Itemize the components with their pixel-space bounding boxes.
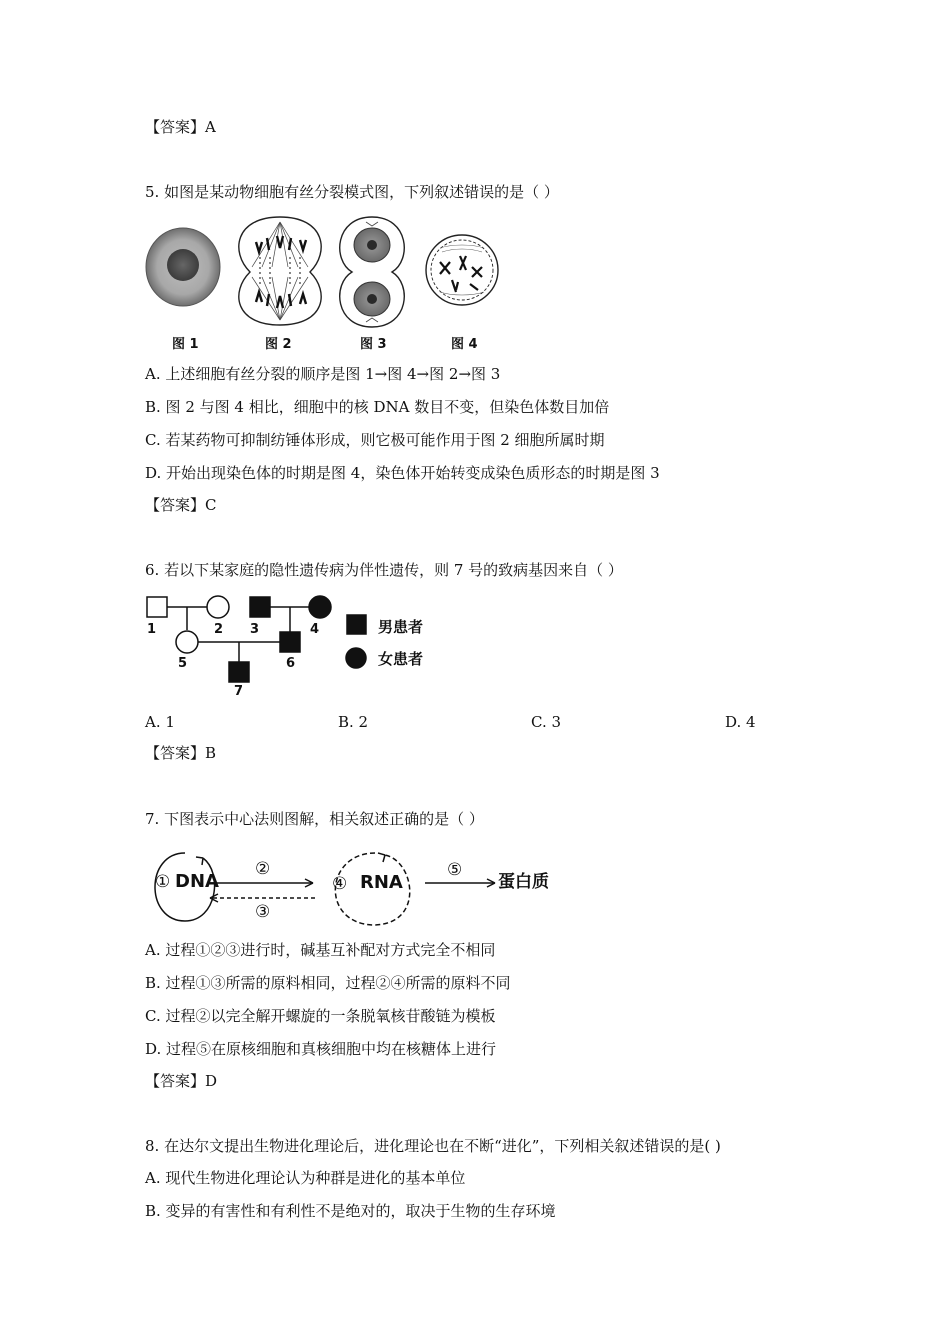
pedigree-label-2: 2 [214,622,224,637]
q7-option-d: D. 过程⑤在原核细胞和真核细胞中均在核糖体上进行 [145,1040,497,1058]
label-process-1: ① [155,872,171,892]
q5-option-c: C. 若某药物可抑制纺锤体形成，则它极可能作用于图 2 细胞所属时期 [145,431,605,449]
pedigree-chart [140,592,460,702]
label-dna: DNA [175,871,219,892]
q5-option-a: A. 上述细胞有丝分裂的顺序是图 1→图 4→图 2→图 3 [145,365,501,383]
pedigree-individual-7 [229,662,249,682]
pedigree-label-7: 7 [234,684,244,699]
pedigree-individual-6 [280,632,300,652]
q8-option-b: B. 变异的有害性和有利性不是绝对的，取决于生物的生存环境 [145,1202,556,1220]
figure-3-label: 图 3 [360,337,387,352]
figure-2-label: 图 2 [265,337,292,352]
answer-q4: 【答案】A [145,118,216,136]
pedigree-individual-3 [250,597,270,617]
q6-option-a: A. 1 [145,713,175,731]
q6-option-b: B. 2 [338,713,369,731]
answer-q5: 【答案】C [145,496,217,514]
q6-option-d: D. 4 [725,713,756,731]
figure-2-anaphase-cell [239,217,321,325]
label-process-2: ② [255,859,271,879]
figure-4-prophase-cell [426,235,498,305]
question-7-stem: 7. 下图表示中心法则图解，相关叙述正确的是（ ） [145,810,484,828]
question-8-stem: 8. 在达尔文提出生物进化理论后，进化理论也在不断“进化”，下列相关叙述错误的是( ) [145,1137,721,1155]
pedigree-individual-5 [176,631,198,653]
figure-4-label: 图 4 [451,337,478,352]
pedigree-label-5: 5 [178,656,188,671]
q7-option-b: B. 过程①③所需的原料相同，过程②④所需的原料不同 [145,974,511,992]
pedigree-individual-2 [207,596,229,618]
q8-option-a: A. 现代生物进化理论认为种群是进化的基本单位 [145,1169,466,1187]
legend-male-patient-label: 男患者 [378,618,424,636]
pedigree-individual-1 [147,597,167,617]
answer-q7: 【答案】D [145,1072,218,1090]
label-protein: 蛋白质 [498,872,549,892]
q5-option-d: D. 开始出现染色体的时期是图 4，染色体开始转变成染色质形态的时期是图 3 [145,464,660,482]
legend-female-patient-symbol [346,648,366,668]
mitosis-figure [140,212,520,342]
q5-option-b: B. 图 2 与图 4 相比，细胞中的核 DNA 数目不变，但染色体数目加倍 [145,398,610,416]
q7-option-a: A. 过程①②③进行时，碱基互补配对方式完全不相同 [145,941,496,959]
figure-3-telophase-cell [340,217,405,327]
pedigree-label-6: 6 [286,656,296,671]
label-process-5: ⑤ [447,860,463,880]
label-process-4: ④ [332,874,348,894]
legend-male-patient-symbol [347,615,366,634]
question-6-stem: 6. 若以下某家庭的隐性遗传病为伴性遗传，则 7 号的致病基因来自（ ） [145,561,623,579]
q6-option-c: C. 3 [531,713,562,731]
figure-1-interphase-cell [146,228,220,306]
question-5-stem: 5. 如图是某动物细胞有丝分裂模式图，下列叙述错误的是（ ） [145,183,559,201]
label-process-3: ③ [255,902,271,922]
pedigree-label-4: 4 [310,622,320,637]
label-rna: RNA [360,872,403,893]
pedigree-label-1: 1 [147,622,157,637]
pedigree-individual-4 [309,596,331,618]
legend-female-patient-label: 女患者 [378,650,424,668]
figure-1-label: 图 1 [172,337,199,352]
q7-option-c: C. 过程②以完全解开螺旋的一条脱氧核苷酸链为模板 [145,1007,496,1025]
answer-q6: 【答案】B [145,744,217,762]
pedigree-label-3: 3 [250,622,260,637]
